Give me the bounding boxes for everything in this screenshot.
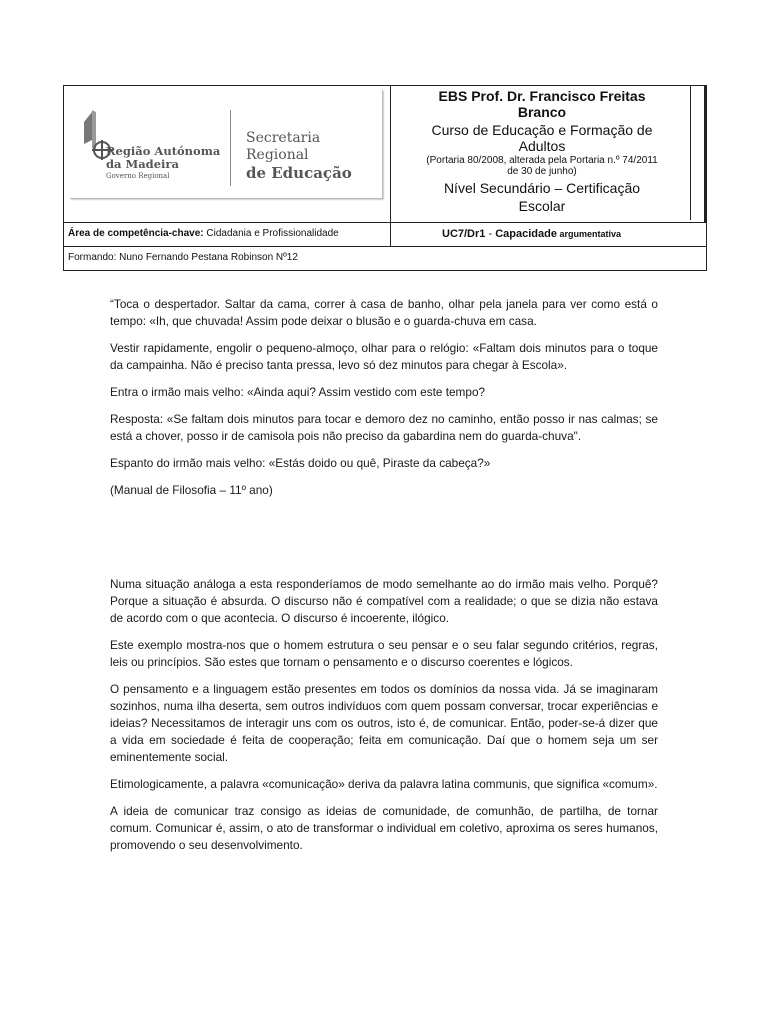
portaria-line2: de 30 de junho): [507, 166, 577, 177]
logo-divider: [230, 110, 231, 186]
text-paragraph-5: A ideia de comunicar traz consigo as ideias de comunidade, de comunhão, de partilha, de tornar comum. Comunicar é, assim, o ato de transformar o individual em coletivo, aproxima os seres humanos, promovendo o seu desenvolvimento.: [110, 804, 658, 852]
logo-region-line2: da Madeira: [106, 157, 179, 171]
level-title: [394, 179, 690, 215]
logo-secretaria-line2: de Educação: [246, 164, 352, 182]
course-line1: Curso de Educação e Formação de: [431, 122, 653, 138]
quote-paragraph-5: Espanto do irmão mais velho: «Estás doido ou quê, Piraste da cabeça?»: [110, 456, 491, 470]
header-row-area: [64, 222, 706, 246]
uc-code: UC7/Dr1: [442, 228, 486, 240]
text-paragraph-3: O pensamento e a linguagem estão presentes em todos os domínios da nossa vida. Já se imaginaram sozinhos, numa ilha deserta, sem outros indivíduos com quem possam conversar, trocar experiências e ideias? Necessitamos de interagir uns com os outros, isto é, de comunicar. Então, poder-se-á dizer que a vida em sociedade é feita de cooperação; feita em comunicação. Daí que o homem seja um ser eminentemente social.: [110, 682, 658, 764]
header-row-formando: [64, 246, 706, 270]
school-cell: [390, 86, 706, 222]
text-paragraph-1: Numa situação análoga a esta responderíamos de modo semelhante ao do irmão mais velho. Porquê? Porque a situação é absurda. O discurso não é compatível com a realidade; o que se dizia não estava de acordo com o que acontecia. O discurso é incoerente, ilógico.: [110, 577, 658, 625]
quote-paragraph-2: Vestir rapidamente, engolir o pequeno-almoço, olhar para o relógio: «Faltam dois minutos para o toque da campainha. Não é preciso tanta pressa, levo só dez minutos para chegar à Escola».: [110, 341, 658, 372]
portaria-note: [394, 155, 690, 177]
uc-cell: [442, 228, 621, 240]
formando-text: Formando: Nuno Fernando Pestana Robinson Nº12: [68, 252, 298, 263]
area-divider: [390, 223, 391, 246]
logo-region-line1: Região Autónoma: [106, 144, 221, 158]
area-cell: [68, 228, 339, 240]
logo-secretaria-text: [246, 130, 382, 182]
uc-title-small: argumentativa: [556, 229, 621, 239]
logo-secretaria-line1: Secretaria Regional: [246, 130, 321, 163]
level-line2: Escolar: [518, 198, 566, 214]
header-row-top: [64, 86, 706, 222]
text-paragraph-2: Este exemplo mostra-nos que o homem estrutura o seu pensar e o seu falar segundo critérios, regras, leis ou princípios. São estes que tornam o pensamento e o discurso coerentes e lógicos.: [110, 638, 658, 669]
course-title: [394, 122, 690, 154]
quote-block: [110, 296, 658, 499]
logo-cell: [64, 86, 391, 222]
main-text-block: [110, 576, 658, 854]
uc-separator: -: [485, 228, 496, 240]
course-line2: Adultos: [518, 138, 566, 154]
portaria-line1: (Portaria 80/2008, alterada pela Portaria n.º 74/2011: [426, 155, 658, 166]
school-name-line2: Branco: [517, 104, 567, 120]
logo-region-line3: Governo Regional: [106, 172, 170, 180]
text-paragraph-4: Etimologicamente, a palavra «comunicação» deriva da palavra latina communis, que significa «comum».: [110, 777, 658, 791]
header-table: [63, 85, 707, 271]
quote-paragraph-4: Resposta: «Se faltam dois minutos para tocar e demoro dez no caminho, então posso ir nas calmas; se está a chover, posso ir de camisola pois não preciso da gabardina nem do guarda-chuva".: [110, 412, 658, 443]
school-name: [394, 88, 690, 120]
quote-paragraph-3: Entra o irmão mais velho: «Ainda aqui? Assim vestido com este tempo?: [110, 385, 486, 399]
quote-paragraph-1: “Toca o despertador. Saltar da cama, correr à casa de banho, olhar pela janela para ver como está o tempo: «Ih, que chuvada! Assim pode deixar o blusão e o guarda-chuva em casa.: [110, 297, 658, 328]
area-value: Cidadania e Profissionalidade: [206, 228, 339, 239]
quote-source: (Manual de Filosofia – 11º ano): [110, 483, 273, 497]
school-info: [394, 86, 691, 220]
area-label: Área de competência-chave:: [68, 228, 204, 239]
logo-region-text: [106, 145, 220, 181]
level-line1: Nível Secundário – Certificação: [443, 180, 641, 196]
uc-title: Capacidade: [495, 228, 557, 240]
school-name-line1: EBS Prof. Dr. Francisco Freitas: [438, 88, 646, 104]
logo-frame: [70, 90, 383, 199]
